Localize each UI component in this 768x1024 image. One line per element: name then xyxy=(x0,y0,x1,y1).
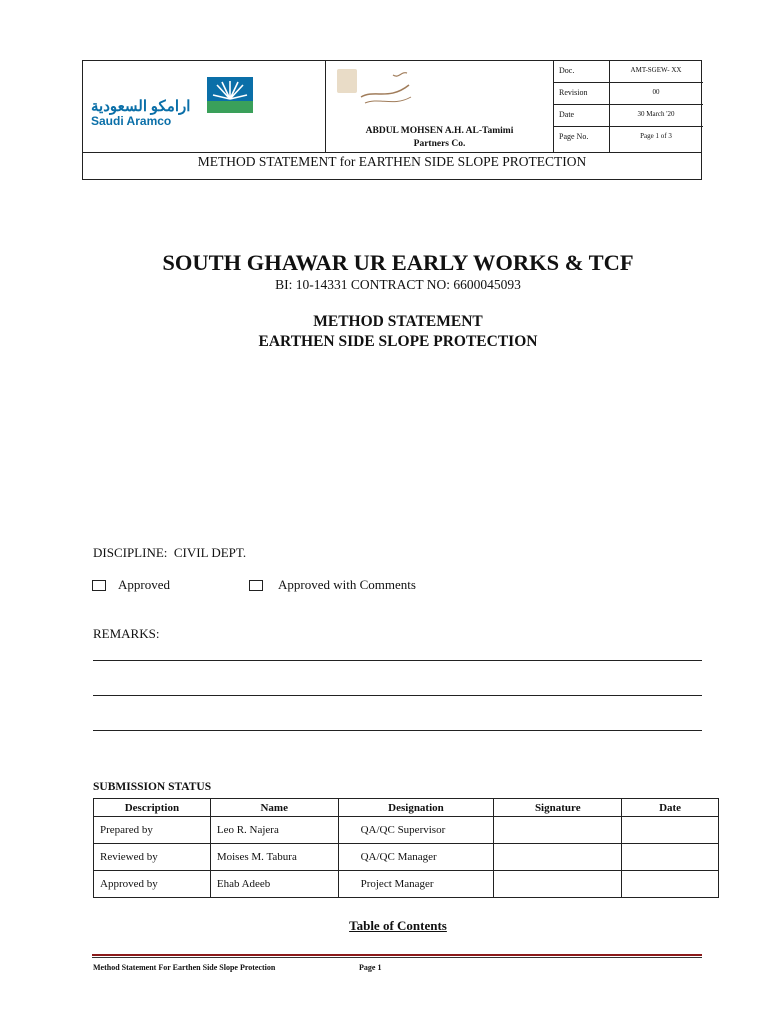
remarks-line-3[interactable] xyxy=(93,730,702,731)
submission-status-heading: SUBMISSION STATUS xyxy=(93,781,212,793)
method-statement-subject: EARTHEN SIDE SLOPE PROTECTION xyxy=(258,333,538,350)
aramco-star-icon xyxy=(207,77,253,113)
table-header-row xyxy=(94,799,719,817)
meta-row-doc xyxy=(553,61,703,83)
header-document-title: METHOD STATEMENT for EARTHEN SIDE SLOPE PROTECTION xyxy=(197,154,587,169)
method-statement-label: METHOD STATEMENT xyxy=(313,313,483,330)
remarks-line-1[interactable] xyxy=(93,660,702,661)
saudi-aramco-logo xyxy=(83,61,325,152)
document-meta-table xyxy=(553,61,703,152)
date-cell[interactable] xyxy=(622,817,719,844)
document-header xyxy=(82,60,702,180)
column-header: Name xyxy=(210,799,338,817)
discipline-line: DISCIPLINE: CIVIL DEPT. xyxy=(93,545,247,560)
remarks-line-2[interactable] xyxy=(93,695,702,696)
footer-page-number: Page 1 xyxy=(359,963,382,972)
meta-key: Revision xyxy=(559,88,588,97)
meta-value: AMT-SGEW- XX xyxy=(630,66,682,74)
footer-rule-dark xyxy=(92,957,702,958)
signature-cell[interactable] xyxy=(494,871,622,898)
meta-value: Page 1 of 3 xyxy=(640,132,672,140)
aramco-arabic-wordmark: ارامكو السعودية xyxy=(91,99,191,115)
meta-value: 30 March '20 xyxy=(637,110,675,118)
meta-row-page xyxy=(553,127,703,152)
company-name-line2: Partners Co. xyxy=(413,139,466,149)
table-row xyxy=(94,844,719,871)
column-header: Description xyxy=(94,799,211,817)
table-of-contents-heading: Table of Contents xyxy=(349,918,447,933)
date-cell[interactable] xyxy=(622,844,719,871)
table-cell: Moises M. Tabura xyxy=(210,844,338,871)
table-cell: Prepared by xyxy=(94,817,211,844)
meta-key: Date xyxy=(559,110,575,119)
column-header: Signature xyxy=(494,799,622,817)
signature-cell[interactable] xyxy=(494,817,622,844)
column-header: Designation xyxy=(338,799,494,817)
approved-checkbox[interactable] xyxy=(92,580,106,591)
table-cell: Leo R. Najera xyxy=(210,817,338,844)
table-cell: Reviewed by xyxy=(94,844,211,871)
approved-with-comments-checkbox[interactable] xyxy=(249,580,263,591)
remarks-label: REMARKS: xyxy=(93,626,160,641)
aramco-english-wordmark: Saudi Aramco xyxy=(91,114,172,128)
approved-label: Approved xyxy=(118,577,170,592)
meta-row-revision xyxy=(553,83,703,105)
submission-status-table xyxy=(93,798,719,898)
contract-number: BI: 10-14331 CONTRACT NO: 6600045093 xyxy=(275,277,521,292)
project-title: SOUTH GHAWAR UR EARLY WORKS & TCF xyxy=(162,250,634,275)
column-header: Date xyxy=(622,799,719,817)
al-tamimi-logo-icon xyxy=(335,67,415,111)
table-cell: Approved by xyxy=(94,871,211,898)
table-cell: Ehab Adeeb xyxy=(210,871,338,898)
meta-key: Doc. xyxy=(559,66,575,75)
meta-key: Page No. xyxy=(559,132,589,141)
company-name xyxy=(326,125,553,151)
date-cell[interactable] xyxy=(622,871,719,898)
signature-cell[interactable] xyxy=(494,844,622,871)
footer-rule-red xyxy=(92,954,702,956)
meta-value: 00 xyxy=(652,88,660,96)
table-cell: QA/QC Supervisor xyxy=(338,817,494,844)
table-row xyxy=(94,871,719,898)
table-cell: Project Manager xyxy=(338,871,494,898)
table-row xyxy=(94,817,719,844)
meta-row-date xyxy=(553,105,703,127)
footer-document-title: Method Statement For Earthen Side Slope Protection xyxy=(93,963,276,972)
company-name-line1: ABDUL MOHSEN A.H. AL-Tamimi xyxy=(365,126,514,136)
table-cell: QA/QC Manager xyxy=(338,844,494,871)
approved-with-comments-label: Approved with Comments xyxy=(278,577,416,592)
